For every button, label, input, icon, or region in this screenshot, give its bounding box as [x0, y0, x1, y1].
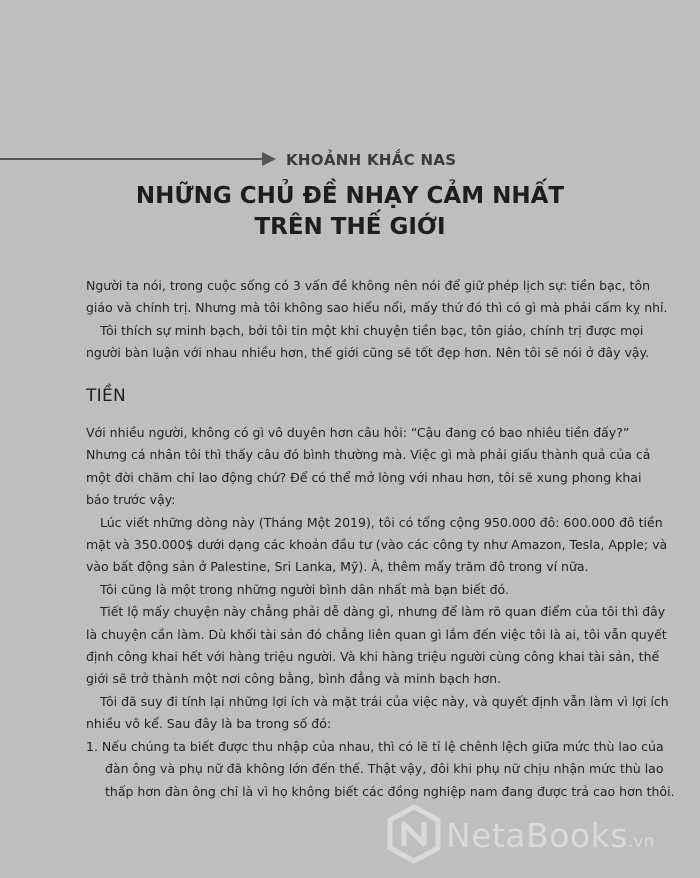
- watermark-brand: NetaBooks: [446, 816, 628, 855]
- chapter-title-line-1: NHỮNG CHỦ ĐỀ NHẠY CẢM NHẤT: [135, 183, 565, 209]
- section-heading: TIỀN: [86, 386, 127, 406]
- text-line: vào bất động sản ở Palestine, Sri Lanka, Mỹ). À, thêm mấy trăm đô trong ví nữa.: [86, 559, 589, 575]
- text-line: Người ta nói, trong cuộc sống có 3 vấn đề không nên nói để giữ phép lịch sự: tiền bạc, tôn: [86, 278, 651, 293]
- text-line: định công khai hết với hàng triệu người. Và khi hàng triệu người cùng công khai tài sản, thế: [86, 649, 660, 665]
- text-line: Nhưng cá nhân tôi thì thấy câu đó bình thường mà. Việc gì mà phải giấu thành quả của cả: [86, 447, 651, 463]
- text-line: một đời chăm chỉ lao động chứ? Để có thể mở lòng với nhau hơn, tôi sẽ xung phong khai: [86, 469, 642, 485]
- netabooks-watermark: [386, 804, 700, 864]
- text-line: báo trước vậy:: [86, 492, 176, 508]
- text-line: Tiết lộ mấy chuyện này chẳng phải dễ dàng gì, nhưng để làm rõ quan điểm của tôi thì đây: [100, 604, 666, 620]
- intro-text: [86, 275, 668, 365]
- text-line: thấp hơn đàn ông chỉ là vì họ không biết các đồng nghiệp nam đang được trả cao hơn thôi.: [105, 783, 675, 799]
- arrow-head-icon: [262, 152, 276, 166]
- body-text: [86, 422, 675, 803]
- text-line: Với nhiều người, không có gì vô duyên hơn câu hỏi: “Cậu đang có bao nhiêu tiền đấy?”: [86, 425, 630, 440]
- netabooks-logo-icon: [386, 804, 442, 864]
- text-line: Tôi cũng là một trong những người bình dân nhất mà bạn biết đó.: [100, 581, 509, 597]
- list-item: 1. Nếu chúng ta biết được thu nhập của nhau, thì có lẽ tỉ lệ chênh lệch giữa mức thù lao của: [86, 738, 664, 754]
- text-line: Tôi thích sự minh bạch, bởi tôi tin một khi chuyện tiền bạc, tôn giáo, chính trị được mọi: [100, 322, 644, 338]
- arrow-line: [0, 158, 266, 160]
- watermark-domain: .vn: [627, 832, 655, 852]
- chapter-title-line-2: TRÊN THẾ GIỚI: [254, 214, 446, 240]
- section-kicker: KHOẢNH KHẮC NAS: [286, 151, 457, 169]
- text-line: người bàn luận với nhau nhiều hơn, thế giới cũng sẽ tốt đẹp hơn. Nên tôi sẽ nói ở đây vậy.: [86, 345, 650, 361]
- text-line: đàn ông và phụ nữ đã không lớn đến thế. Thật vậy, đôi khi phụ nữ chịu nhận mức thù lao: [105, 761, 664, 777]
- text-line: là chuyện cần làm. Dù khối tài sản đó chẳng liên quan gì lắm đến việc tôi là ai, tôi vẫn quyết: [86, 626, 667, 642]
- text-line: mặt và 350.000$ dưới dạng các khoản đầu tư (vào các công ty như Amazon, Tesla, Apple; và: [86, 537, 668, 553]
- text-line: giới sẽ trở thành một nơi công bằng, bình đẳng và minh bạch hơn.: [86, 671, 502, 687]
- text-line: Tôi đã suy đi tính lại những lợi ích và mặt trái của việc này, và quyết định vẫn làm vì lợi ích: [100, 693, 669, 709]
- watermark-text: [446, 816, 654, 855]
- text-line: nhiều vô kể. Sau đây là ba trong số đó:: [86, 716, 332, 732]
- arrow-rule: [0, 152, 278, 166]
- text-line: giáo và chính trị. Nhưng mà tôi không sao hiểu nổi, mấy thứ đó thì có gì mà phải cấm kỵ nhỉ.: [86, 300, 668, 316]
- text-line: Lúc viết những dòng này (Tháng Một 2019), tôi có tổng cộng 950.000 đô: 600.000 đô tiền: [100, 514, 663, 530]
